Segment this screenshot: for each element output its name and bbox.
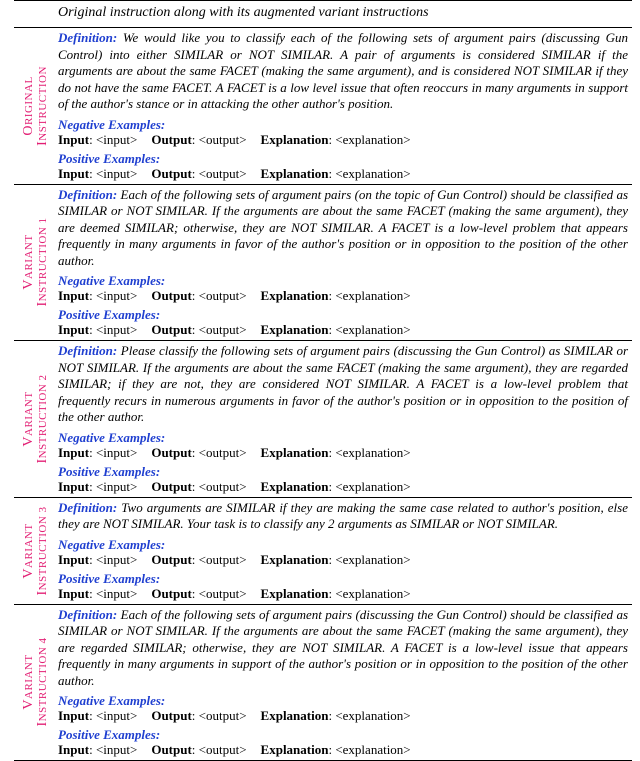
row-side-label-line-1: ORIGINAL xyxy=(21,76,36,136)
output-label: Output xyxy=(151,708,192,723)
negative-examples-heading: Negative Examples: xyxy=(58,273,166,288)
negative-example-line xyxy=(58,132,628,147)
instruction-row xyxy=(14,185,632,342)
output-value: : <output> xyxy=(191,322,247,337)
negative-example-line xyxy=(58,552,628,567)
output-label: Output xyxy=(151,444,192,460)
definition xyxy=(58,30,628,113)
explanation-label: Explanation xyxy=(260,322,329,337)
row-side-label-line-2: INSTRUCTION xyxy=(35,65,50,146)
input-label: Input xyxy=(58,165,90,181)
output-label: Output xyxy=(151,165,192,181)
definition xyxy=(58,607,628,690)
row-content xyxy=(58,28,632,184)
row-side-label xyxy=(22,66,50,146)
output-label: Output xyxy=(151,585,192,601)
definition-label: Definition: xyxy=(58,499,118,515)
table-body xyxy=(14,28,632,760)
output-value: : <output> xyxy=(191,288,247,303)
output-value: : <output> xyxy=(191,478,247,494)
definition-label: Definition: xyxy=(58,343,118,358)
explanation-label: Explanation xyxy=(260,551,329,567)
explanation-label: Explanation xyxy=(260,708,329,723)
definition xyxy=(58,500,628,533)
positive-examples-heading: Positive Examples: xyxy=(58,463,161,479)
positive-examples-heading: Positive Examples: xyxy=(58,307,161,322)
row-side-label-line-2: INSTRUCTION 3 xyxy=(35,505,50,596)
negative-examples-heading: Negative Examples: xyxy=(58,116,166,132)
positive-examples-heading: Positive Examples: xyxy=(58,570,161,586)
explanation-label: Explanation xyxy=(260,478,329,494)
explanation-value: : <explanation> xyxy=(328,585,411,601)
input-value: : <input> xyxy=(89,444,138,460)
output-value: : <output> xyxy=(191,708,247,723)
row-side-label-line-1: VARIANT xyxy=(21,391,36,447)
definition-text: Two arguments are SIMILAR if they are making the same case related to author's position, else they are NOT SIMILAR. Your task is to classify any 2 arguments as SIMILAR or NOT SIMILAR. xyxy=(58,499,628,531)
definition-label: Definition: xyxy=(58,186,118,202)
input-label: Input xyxy=(58,322,90,337)
definition xyxy=(58,187,628,270)
explanation-value: : <explanation> xyxy=(328,288,411,303)
input-value: : <input> xyxy=(89,322,138,337)
explanation-label: Explanation xyxy=(260,288,329,303)
explanation-value: : <explanation> xyxy=(328,742,411,757)
output-label: Output xyxy=(151,551,192,567)
input-label: Input xyxy=(58,478,90,494)
input-value: : <input> xyxy=(89,708,138,723)
positive-example-line xyxy=(58,166,628,181)
output-value: : <output> xyxy=(191,742,247,757)
output-label: Output xyxy=(151,322,192,337)
output-value: : <output> xyxy=(191,551,247,567)
row-side-label-line-2: INSTRUCTION 4 xyxy=(35,637,50,727)
explanation-value: : <explanation> xyxy=(328,708,411,723)
explanation-value: : <explanation> xyxy=(328,165,411,181)
negative-examples-heading: Negative Examples: xyxy=(58,693,166,708)
output-value: : <output> xyxy=(191,165,247,181)
definition-label: Definition: xyxy=(58,30,118,45)
row-side-label-line-1: VARIANT xyxy=(21,234,36,290)
input-value: : <input> xyxy=(89,742,138,757)
row-side-label-line-2: INSTRUCTION 1 xyxy=(35,217,50,307)
row-content xyxy=(58,498,632,604)
explanation-label: Explanation xyxy=(260,444,329,460)
input-value: : <input> xyxy=(89,551,138,567)
row-side-label xyxy=(22,218,50,307)
explanation-label: Explanation xyxy=(260,742,329,757)
definition-text: Each of the following sets of argument pairs (discussing the Gun Control) should be classified as SIMILAR or NOT SIMILAR. If the arguments are about the same FACET (making the same argument), they are regarded SIMILAR; otherwise, they are NOT SIMILAR. A FACET is a low-level issue that appears frequently in many arguments in support of the author's position or in opposition to the position of the other author. xyxy=(58,606,628,688)
input-label: Input xyxy=(58,444,90,460)
row-side-label xyxy=(22,506,50,595)
row-side xyxy=(14,341,58,497)
input-label: Input xyxy=(58,288,90,303)
row-side-label-line-1: VARIANT xyxy=(21,654,36,710)
input-label: Input xyxy=(58,131,90,147)
row-content xyxy=(58,605,632,761)
explanation-label: Explanation xyxy=(260,585,329,601)
positive-example-line xyxy=(58,586,628,601)
negative-examples-heading: Negative Examples: xyxy=(58,429,166,445)
negative-examples-heading: Negative Examples: xyxy=(58,536,166,552)
positive-examples-heading: Positive Examples: xyxy=(58,727,161,742)
explanation-label: Explanation xyxy=(260,165,329,181)
row-side xyxy=(14,605,58,761)
row-content xyxy=(58,185,632,341)
explanation-label: Explanation xyxy=(260,131,329,147)
input-value: : <input> xyxy=(89,165,138,181)
instruction-row xyxy=(14,341,632,498)
output-label: Output xyxy=(151,131,192,147)
definition xyxy=(58,343,628,426)
explanation-value: : <explanation> xyxy=(328,444,411,460)
input-label: Input xyxy=(58,708,90,723)
table-header-text: Original instruction along with its augmented variant instructions xyxy=(58,5,429,20)
row-side-label-line-1: VARIANT xyxy=(21,522,36,579)
negative-example-line xyxy=(58,288,628,303)
positive-example-line xyxy=(58,322,628,337)
explanation-value: : <explanation> xyxy=(328,131,411,147)
input-value: : <input> xyxy=(89,478,138,494)
explanation-value: : <explanation> xyxy=(328,551,411,567)
row-side xyxy=(14,498,58,604)
positive-example-line xyxy=(58,742,628,757)
output-value: : <output> xyxy=(191,444,247,460)
instruction-row xyxy=(14,28,632,185)
row-side-label-line-2: INSTRUCTION 2 xyxy=(35,374,50,464)
input-value: : <input> xyxy=(89,131,138,147)
definition-label: Definition: xyxy=(58,606,118,622)
input-value: : <input> xyxy=(89,585,138,601)
table-header xyxy=(14,1,632,28)
input-value: : <input> xyxy=(89,288,138,303)
input-label: Input xyxy=(58,742,90,757)
output-value: : <output> xyxy=(191,585,247,601)
row-side xyxy=(14,28,58,184)
instruction-table xyxy=(14,0,632,761)
explanation-value: : <explanation> xyxy=(328,478,411,494)
row-content xyxy=(58,341,632,497)
output-label: Output xyxy=(151,288,192,303)
row-side-label xyxy=(22,638,50,727)
instruction-row xyxy=(14,605,632,761)
definition-text: We would like you to classify each of the following sets of argument pairs (discussing Gun Control) into either SIMILAR or NOT SIMILAR. A pair of arguments is considered SIMILAR if the arguments are about the same FACET (making the same argument), and is considered NOT SIMILAR if they do not have the same FACET. A FACET is a low level issue that often reoccurs in many arguments in support of the author's stance or in attacking the other author's position. xyxy=(58,30,628,111)
explanation-value: : <explanation> xyxy=(328,322,411,337)
positive-example-line xyxy=(58,479,628,494)
negative-example-line xyxy=(58,445,628,460)
row-side xyxy=(14,185,58,341)
output-label: Output xyxy=(151,478,192,494)
input-label: Input xyxy=(58,585,90,601)
output-value: : <output> xyxy=(191,131,247,147)
output-label: Output xyxy=(151,742,192,757)
definition-text: Please classify the following sets of argument pairs (discussing the Gun Control) as SIMILAR or NOT SIMILAR. If the arguments are about the same FACET (making the same argument), they are regarded SIMILAR; if they are not, they are considered NOT SIMILAR. A FACET is a low-level problem that frequently recurs in numerous arguments in favor of the author's position or in opposition to the position of the other author. xyxy=(58,343,628,424)
definition-text: Each of the following sets of argument pairs (on the topic of Gun Control) should be classified as SIMILAR or NOT SIMILAR. If the arguments are about the same FACET (making the same argument), they are deemed SIMILAR; otherwise, they are NOT SIMILAR. A FACET is a low-level problem that appears frequently in many arguments in favor of the author's position or in opposition to the position of the other author. xyxy=(58,186,628,268)
instruction-row xyxy=(14,498,632,605)
row-side-label xyxy=(22,374,50,463)
input-label: Input xyxy=(58,551,90,567)
positive-examples-heading: Positive Examples: xyxy=(58,150,161,166)
